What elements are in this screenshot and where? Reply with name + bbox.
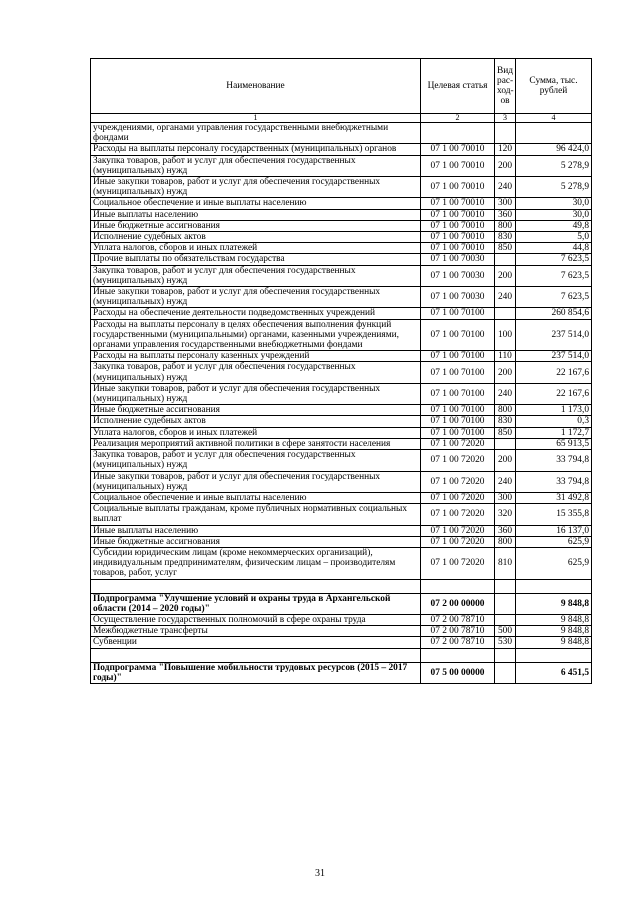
row-target-code bbox=[421, 123, 495, 144]
row-expense-type: 200 bbox=[495, 265, 516, 286]
table-row bbox=[91, 525, 592, 536]
row-name: Иные бюджетные ассигнования bbox=[91, 405, 421, 416]
row-sum: 22 167,6 bbox=[516, 383, 592, 404]
row-expense-type: 110 bbox=[495, 351, 516, 362]
row-name: Социальное обеспечение и иные выплаты населению bbox=[91, 198, 421, 209]
row-name: Расходы на выплаты персоналу государственных (муниципальных) органов bbox=[91, 144, 421, 155]
row-name: Расходы на выплаты персоналу казенных учреждений bbox=[91, 351, 421, 362]
table-row bbox=[91, 177, 592, 198]
row-sum: 22 167,6 bbox=[516, 362, 592, 383]
row-name: Закупка товаров, работ и услуг для обеспечения государственных (муниципальных) нужд bbox=[91, 362, 421, 383]
row-expense-type: 800 bbox=[495, 220, 516, 231]
header-name: Наименование bbox=[91, 59, 421, 114]
row-name: Подпрограмма "Улучшение условий и охраны труда в Архангельской области (2014 – 2020 годы)" bbox=[91, 593, 421, 614]
row-sum: 65 913,5 bbox=[516, 438, 592, 449]
table-row bbox=[91, 626, 592, 637]
row-target-code: 07 1 00 70100 bbox=[421, 308, 495, 319]
row-target-code: 07 1 00 70100 bbox=[421, 405, 495, 416]
table-row bbox=[91, 450, 592, 471]
row-expense-type: 240 bbox=[495, 177, 516, 198]
row-target-code: 07 1 00 70100 bbox=[421, 319, 495, 351]
row-expense-type bbox=[495, 438, 516, 449]
table-row bbox=[91, 362, 592, 383]
row-target-code: 07 1 00 70100 bbox=[421, 383, 495, 404]
empty-cell bbox=[495, 648, 516, 662]
row-name: Осуществление государственных полномочий в сфере охраны труда bbox=[91, 614, 421, 625]
row-expense-type: 300 bbox=[495, 198, 516, 209]
row-sum: 6 451,5 bbox=[516, 662, 592, 683]
row-name: Иные закупки товаров, работ и услуг для обеспечения государственных (муниципальных) нужд bbox=[91, 177, 421, 198]
table-row bbox=[91, 637, 592, 648]
row-sum: 15 355,8 bbox=[516, 504, 592, 525]
row-target-code: 07 2 00 00000 bbox=[421, 593, 495, 614]
row-sum: 30,0 bbox=[516, 209, 592, 220]
row-target-code: 07 1 00 70010 bbox=[421, 177, 495, 198]
row-sum: 16 137,0 bbox=[516, 525, 592, 536]
row-name: Расходы на выплаты персоналу в целях обеспечения выполнения функций государственными (муниципальными) органами, казенными учреждениями, органами управления государственными внебюджетными фондами bbox=[91, 319, 421, 351]
row-target-code: 07 1 00 72020 bbox=[421, 504, 495, 525]
row-name: Иные выплаты населению bbox=[91, 525, 421, 536]
empty-cell bbox=[421, 648, 495, 662]
row-name: Иные выплаты населению bbox=[91, 209, 421, 220]
table-row bbox=[91, 265, 592, 286]
row-expense-type bbox=[495, 662, 516, 683]
empty-cell bbox=[91, 579, 421, 593]
empty-cell bbox=[91, 648, 421, 662]
empty-cell bbox=[516, 648, 592, 662]
row-expense-type: 830 bbox=[495, 416, 516, 427]
row-expense-type: 850 bbox=[495, 243, 516, 254]
table-row bbox=[91, 536, 592, 547]
row-sum: 5 278,9 bbox=[516, 155, 592, 176]
table-row bbox=[91, 427, 592, 438]
row-name: Уплата налогов, сборов и иных платежей bbox=[91, 427, 421, 438]
row-name: Иные закупки товаров, работ и услуг для обеспечения государственных (муниципальных) нужд bbox=[91, 383, 421, 404]
row-target-code: 07 1 00 70010 bbox=[421, 220, 495, 231]
row-name: Исполнение судебных актов bbox=[91, 416, 421, 427]
row-expense-type bbox=[495, 593, 516, 614]
row-name: Субвенции bbox=[91, 637, 421, 648]
row-target-code: 07 1 00 70010 bbox=[421, 243, 495, 254]
row-name: Иные бюджетные ассигнования bbox=[91, 536, 421, 547]
row-target-code: 07 1 00 70010 bbox=[421, 144, 495, 155]
row-sum: 7 623,5 bbox=[516, 287, 592, 308]
row-target-code: 07 1 00 70100 bbox=[421, 416, 495, 427]
table-header-row bbox=[91, 59, 592, 114]
table-row bbox=[91, 287, 592, 308]
row-sum: 5,0 bbox=[516, 232, 592, 243]
row-target-code: 07 1 00 72020 bbox=[421, 450, 495, 471]
row-sum: 33 794,8 bbox=[516, 471, 592, 492]
table-row bbox=[91, 155, 592, 176]
row-name: Прочие выплаты по обязательствам государства bbox=[91, 254, 421, 265]
table-row bbox=[91, 492, 592, 503]
table-row bbox=[91, 662, 592, 683]
table-row bbox=[91, 471, 592, 492]
table-row bbox=[91, 383, 592, 404]
row-expense-type: 240 bbox=[495, 471, 516, 492]
row-target-code: 07 1 00 72020 bbox=[421, 525, 495, 536]
row-name: учреждениями, органами управления государственными внебюджетными фондами bbox=[91, 123, 421, 144]
row-expense-type: 800 bbox=[495, 536, 516, 547]
table-row bbox=[91, 254, 592, 265]
row-target-code: 07 1 00 70010 bbox=[421, 209, 495, 220]
row-sum: 49,8 bbox=[516, 220, 592, 231]
row-expense-type: 830 bbox=[495, 232, 516, 243]
row-expense-type: 120 bbox=[495, 144, 516, 155]
row-name: Закупка товаров, работ и услуг для обеспечения государственных (муниципальных) нужд bbox=[91, 265, 421, 286]
row-expense-type: 200 bbox=[495, 362, 516, 383]
row-expense-type: 240 bbox=[495, 383, 516, 404]
row-expense-type: 200 bbox=[495, 155, 516, 176]
row-expense-type: 850 bbox=[495, 427, 516, 438]
row-target-code: 07 1 00 70010 bbox=[421, 155, 495, 176]
row-expense-type bbox=[495, 308, 516, 319]
row-sum: 96 424,0 bbox=[516, 144, 592, 155]
row-expense-type: 500 bbox=[495, 626, 516, 637]
row-target-code: 07 2 00 78710 bbox=[421, 614, 495, 625]
row-sum: 0,3 bbox=[516, 416, 592, 427]
header-expense-type: Вид рас-ход-ов bbox=[495, 59, 516, 114]
table-row bbox=[91, 351, 592, 362]
row-target-code: 07 1 00 70010 bbox=[421, 198, 495, 209]
table-row bbox=[91, 438, 592, 449]
row-name: Социальные выплаты гражданам, кроме публичных нормативных социальных выплат bbox=[91, 504, 421, 525]
column-number: 2 bbox=[421, 114, 495, 123]
budget-table bbox=[90, 58, 592, 684]
row-target-code: 07 2 00 78710 bbox=[421, 637, 495, 648]
column-number: 4 bbox=[516, 114, 592, 123]
row-name: Закупка товаров, работ и услуг для обеспечения государственных (муниципальных) нужд bbox=[91, 155, 421, 176]
row-sum: 1 172,7 bbox=[516, 427, 592, 438]
header-target-code: Целевая статья bbox=[421, 59, 495, 114]
row-sum bbox=[516, 123, 592, 144]
row-target-code: 07 1 00 72020 bbox=[421, 471, 495, 492]
table-row bbox=[91, 416, 592, 427]
table-row bbox=[91, 243, 592, 254]
row-expense-type: 100 bbox=[495, 319, 516, 351]
row-name: Иные закупки товаров, работ и услуг для обеспечения государственных (муниципальных) нужд bbox=[91, 287, 421, 308]
row-target-code: 07 1 00 70100 bbox=[421, 351, 495, 362]
column-number: 3 bbox=[495, 114, 516, 123]
empty-cell bbox=[421, 579, 495, 593]
table-row bbox=[91, 209, 592, 220]
row-sum: 44,8 bbox=[516, 243, 592, 254]
table-row bbox=[91, 144, 592, 155]
row-name: Межбюджетные трансферты bbox=[91, 626, 421, 637]
row-target-code: 07 1 00 70010 bbox=[421, 232, 495, 243]
row-expense-type: 360 bbox=[495, 209, 516, 220]
table-spacer-row bbox=[91, 648, 592, 662]
row-target-code: 07 1 00 72020 bbox=[421, 547, 495, 579]
row-name: Иные закупки товаров, работ и услуг для обеспечения государственных (муниципальных) нужд bbox=[91, 471, 421, 492]
table-row bbox=[91, 123, 592, 144]
table-row bbox=[91, 308, 592, 319]
table-row bbox=[91, 319, 592, 351]
row-expense-type bbox=[495, 254, 516, 265]
row-sum: 625,9 bbox=[516, 536, 592, 547]
table-row bbox=[91, 593, 592, 614]
table-row bbox=[91, 198, 592, 209]
row-target-code: 07 2 00 78710 bbox=[421, 626, 495, 637]
row-target-code: 07 1 00 70100 bbox=[421, 362, 495, 383]
row-expense-type bbox=[495, 614, 516, 625]
row-name: Закупка товаров, работ и услуг для обеспечения государственных (муниципальных) нужд bbox=[91, 450, 421, 471]
table-spacer-row bbox=[91, 579, 592, 593]
row-sum: 9 848,8 bbox=[516, 614, 592, 625]
row-name: Расходы на обеспечение деятельности подведомственных учреждений bbox=[91, 308, 421, 319]
row-name: Иные бюджетные ассигнования bbox=[91, 220, 421, 231]
row-expense-type: 530 bbox=[495, 637, 516, 648]
row-sum: 5 278,9 bbox=[516, 177, 592, 198]
header-sum: Сумма, тыс. рублей bbox=[516, 59, 592, 114]
row-sum: 237 514,0 bbox=[516, 351, 592, 362]
row-sum: 30,0 bbox=[516, 198, 592, 209]
row-sum: 625,9 bbox=[516, 547, 592, 579]
empty-cell bbox=[516, 579, 592, 593]
row-expense-type: 320 bbox=[495, 504, 516, 525]
table-row bbox=[91, 220, 592, 231]
row-name: Субсидии юридическим лицам (кроме некоммерческих организаций), индивидуальным предпринимателям, физическим лицам – производителям товаров, работ, услуг bbox=[91, 547, 421, 579]
row-sum: 7 623,5 bbox=[516, 254, 592, 265]
row-target-code: 07 1 00 70030 bbox=[421, 265, 495, 286]
row-expense-type bbox=[495, 123, 516, 144]
row-expense-type: 300 bbox=[495, 492, 516, 503]
row-expense-type: 800 bbox=[495, 405, 516, 416]
row-target-code: 07 1 00 72020 bbox=[421, 536, 495, 547]
row-expense-type: 200 bbox=[495, 450, 516, 471]
row-sum: 7 623,5 bbox=[516, 265, 592, 286]
row-name: Реализация мероприятий активной политики в сфере занятости населения bbox=[91, 438, 421, 449]
row-sum: 9 848,8 bbox=[516, 626, 592, 637]
row-target-code: 07 1 00 72020 bbox=[421, 438, 495, 449]
table-row bbox=[91, 504, 592, 525]
row-sum: 33 794,8 bbox=[516, 450, 592, 471]
budget-table-body bbox=[91, 59, 592, 684]
row-sum: 237 514,0 bbox=[516, 319, 592, 351]
table-row bbox=[91, 232, 592, 243]
row-sum: 1 173,0 bbox=[516, 405, 592, 416]
row-target-code: 07 1 00 70100 bbox=[421, 427, 495, 438]
row-target-code: 07 1 00 70030 bbox=[421, 287, 495, 308]
row-sum: 9 848,8 bbox=[516, 637, 592, 648]
row-expense-type: 360 bbox=[495, 525, 516, 536]
row-sum: 260 854,6 bbox=[516, 308, 592, 319]
column-number-row bbox=[91, 114, 592, 123]
row-sum: 9 848,8 bbox=[516, 593, 592, 614]
table-row bbox=[91, 614, 592, 625]
page-number: 31 bbox=[315, 868, 325, 879]
table-row bbox=[91, 547, 592, 579]
row-target-code: 07 1 00 70030 bbox=[421, 254, 495, 265]
table-row bbox=[91, 405, 592, 416]
row-sum: 31 492,8 bbox=[516, 492, 592, 503]
row-name: Подпрограмма "Повышение мобильности трудовых ресурсов (2015 – 2017 годы)" bbox=[91, 662, 421, 683]
row-expense-type: 810 bbox=[495, 547, 516, 579]
row-target-code: 07 5 00 00000 bbox=[421, 662, 495, 683]
row-target-code: 07 1 00 72020 bbox=[421, 492, 495, 503]
row-expense-type: 240 bbox=[495, 287, 516, 308]
column-number: 1 bbox=[91, 114, 421, 123]
row-name: Уплата налогов, сборов и иных платежей bbox=[91, 243, 421, 254]
row-name: Исполнение судебных актов bbox=[91, 232, 421, 243]
row-name: Социальное обеспечение и иные выплаты населению bbox=[91, 492, 421, 503]
empty-cell bbox=[495, 579, 516, 593]
